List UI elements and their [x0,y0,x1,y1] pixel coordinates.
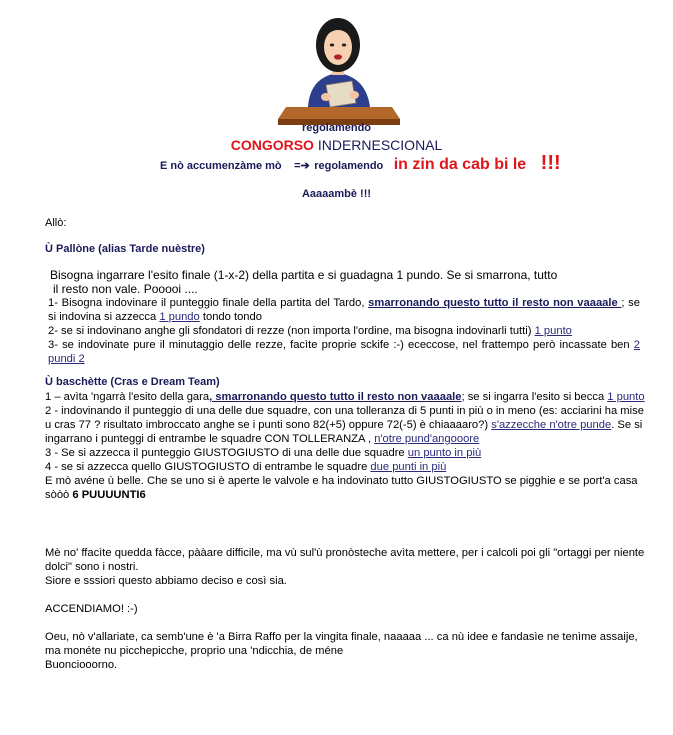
rule-1-points: 1 pundo [159,311,200,323]
closing-text-1: Mè no' ffacìte quedda fàcce, pààare difficile, ma vù sul'ù pronòsteche avìta mettere, per i calcoli poi gli "ortaggi per niente dolci" sono i nostri. [45,547,645,573]
rule-1-text: 1- Bisogna indovinare il punteggio finale della partita del Tardo, [48,297,369,309]
rule-1-text-b: ; se si indovina si azzecca [48,297,640,323]
bask-rule-5-text: E mò avéne ù belle. Che se uno si è aperte le valvole e ha indovinato tutto GIUSTOGIUSTO se pigghie e se port'a casa sòòò [45,475,638,501]
shout-text: Aaaaambè !!! [301,188,372,200]
bask-rule-4-text: 4 - se si azzecca quello GIUSTOGIUSTO di entrambe le squadre [45,461,371,473]
bask-rule-5-total: 6 PUUUUNTI6 [72,489,146,501]
pallone-esito: Bisogna ingarrare l'esito finale (1-x-2) [50,268,250,282]
rule-2-text: 2- se si indovinano anghe gli sfondatori di rezze (non importa l'ordine, ma bisogna indovinarli tutti) [48,325,535,337]
subtitle-red: in zin da cab bi le [393,156,527,173]
bask-rule-3-text: 3 - Se si azzecca il punteggio GIUSTOGIUSTO di una delle due squadre [45,447,408,459]
bask-rule-2-text: 2 - indovinando il punteggio di una delle due squadre, con una tolleranza di 5 punti in più o in meno (es: acciarini ha mise u cras 77 ? risultato imbroccato anghe se i punti sono 82(+5) oppure 72(-5) è chiaaaaro?) [45,405,644,431]
bask-rule-1-text: 1 – avìta 'ngarrà l'esito della gara [45,391,210,403]
page-title [0,137,673,153]
regolamento-label: regolamendo [301,122,372,134]
intro-text: Allò: [45,217,67,229]
bask-rule-1-highlight: , smarronando questo tutto il resto non vaaaale [209,391,462,403]
rule-1-text-c: tondo tondo [199,311,262,323]
bask-rule-2-points: s'azzecche n'otre punde [491,419,612,431]
bask-rule-1-points: 1 punto [607,391,645,403]
closing-paragraph-2: ACCENDIAMO! :-) [45,603,138,615]
subtitle-exclaim: !!! [540,152,561,174]
closing-text-3: Oeu, nò v'allariate, ca semb'une è 'a Birra Raffo per la vingita finale, naaaaa ... ca nù idee e fandasìe ne tenìme assaije, ma monéte nu picchepicche, proprio una 'ndicchia, de méne [45,631,638,657]
rule-2-points: 1 punto [534,325,572,337]
bask-rule-3-points: un punto in più [407,447,482,459]
rule-3-points: 2 pundi 2 [48,339,640,365]
closing-paragraph-1 [45,546,645,588]
news-reader-avatar-image [278,15,400,127]
pallone-esito-2: della partita e si guadagna 1 pundo. Se si smarrona, tutto [249,268,558,282]
subtitle-prefix: E nò accumenzàme mò [160,160,282,172]
rule-1-highlight: smarronando questo tutto il resto non vaaaale [368,297,622,309]
closing-text-1b: Siore e sssiori questo abbiamo deciso e così sia. [45,575,287,587]
closing-text-3b: Buonciooorno. [45,659,118,671]
bask-rule-4-points: due punti in più [370,461,447,473]
pallone-resto: il resto non vale. Pooooi .... [53,282,198,296]
title-blue: INDERNESCIONAL [317,137,443,153]
subtitle-regolamento: regolamendo [314,160,384,172]
pallone-intro [50,268,650,296]
subtitle-line [160,152,640,175]
baschette-heading: Ù baschètte (Cras e Dream Team) [45,376,220,388]
bask-rule-2-text-b: . Se si ingarrano i punteggi di entrambe le squadre CON TOLLERANZA , [45,419,643,445]
pallone-rules [48,296,640,366]
rule-3-text: 3- se indovinate pure il minutaggio delle rezze, facìte proprie sckife :-) ececcose, nel frattempo però incassate ben [48,339,634,351]
title-red: CONGORSO [230,137,314,153]
bask-rule-1-text-b: ; se si ingarra l'esito si becca [461,391,608,403]
pallone-heading: Ù Pallòne (alias Tarde nuèstre) [45,243,205,255]
closing-paragraph-3 [45,630,645,672]
baschette-rules [45,390,645,502]
arrow-icon: =➔ [294,160,310,172]
bask-rule-2-points-b: n'otre pund'angooore [374,433,480,445]
